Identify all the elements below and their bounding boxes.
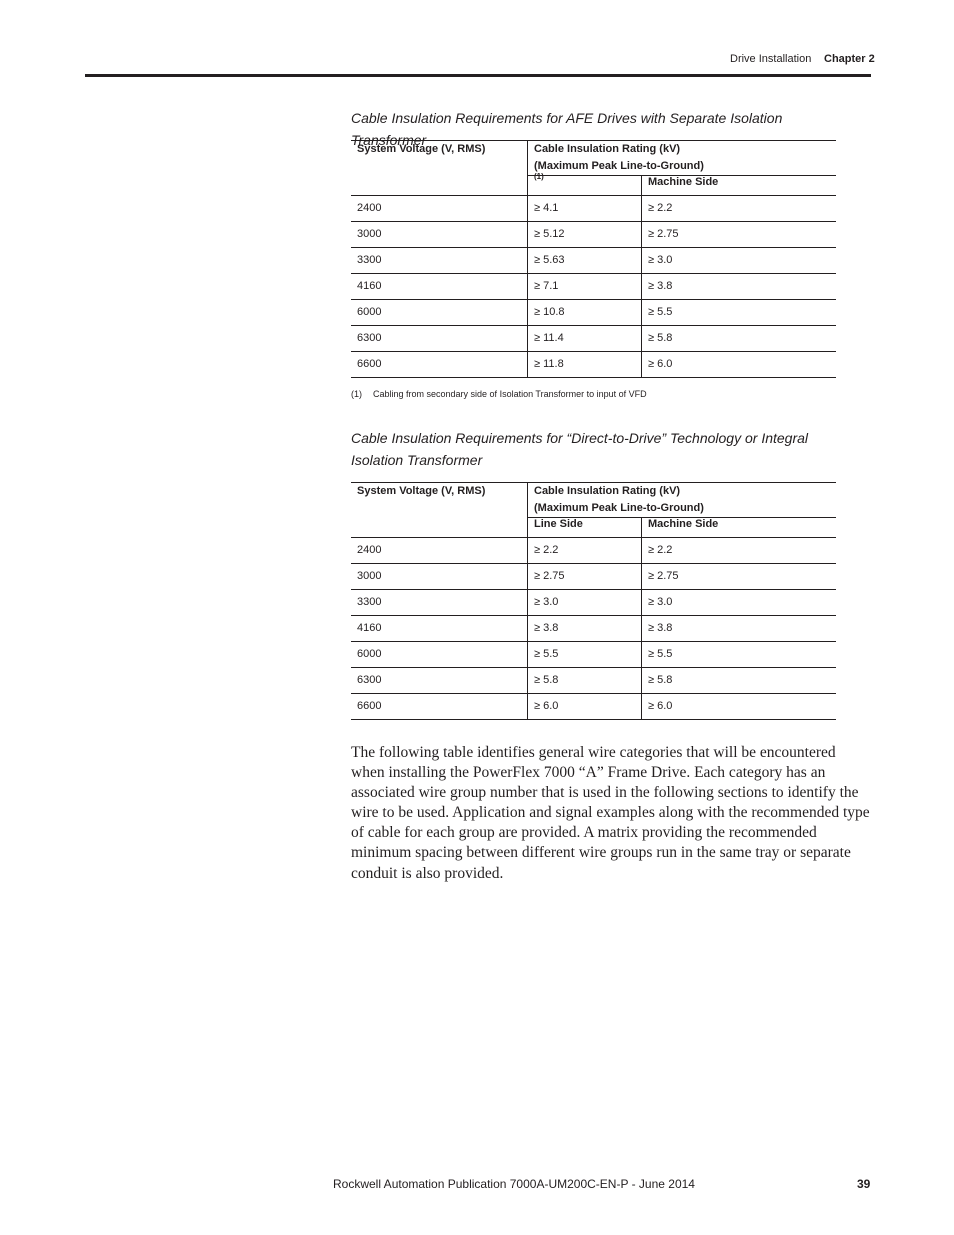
- cell-voltage: 3000: [351, 564, 528, 590]
- table-row: [351, 616, 836, 642]
- header-rule: [85, 74, 871, 77]
- cell-left: ≥ 11.4: [528, 326, 642, 352]
- table1-header-rating: [528, 141, 837, 176]
- cell-right: ≥ 5.5: [642, 300, 837, 326]
- cell-left: ≥ 5.12: [528, 222, 642, 248]
- cell-voltage: 3300: [351, 248, 528, 274]
- cell-voltage: 4160: [351, 274, 528, 300]
- cell-left: ≥ 7.1: [528, 274, 642, 300]
- table2-header-rating-line2: (Maximum Peak Line-to-Ground): [534, 502, 704, 514]
- cell-voltage: 6300: [351, 668, 528, 694]
- table1-subheader-left: [528, 172, 642, 196]
- cell-right: ≥ 6.0: [642, 352, 837, 378]
- table2-header-rating: [528, 483, 837, 518]
- body-paragraph: The following table identifies general wire categories that will be encountered when installing the PowerFlex 7000 “A” Frame Drive. Each category has an associated wire group number that is used in the following sections to identify the wire to be used. Application and signal examples along with the recommended type of cable for each group are provided. A matrix providing the recommended minimum spacing between different wire groups run in the same tray or separate conduit is also provided.: [351, 744, 870, 882]
- table2-header-voltage: System Voltage (V, RMS): [351, 483, 528, 538]
- cell-right: ≥ 3.8: [642, 274, 837, 300]
- cell-left: ≥ 3.0: [528, 590, 642, 616]
- cell-right: ≥ 2.75: [642, 564, 837, 590]
- footnote-number: (1): [351, 389, 362, 399]
- page-number: 39: [857, 1177, 871, 1191]
- table1-header-rating-line1: Cable Insulation Rating (kV): [534, 143, 681, 155]
- cell-right: ≥ 5.5: [642, 642, 837, 668]
- cell-voltage: 4160: [351, 616, 528, 642]
- cell-left: ≥ 5.8: [528, 668, 642, 694]
- cell-left: ≥ 11.8: [528, 352, 642, 378]
- cell-voltage: 6600: [351, 694, 528, 720]
- cell-left: ≥ 2.75: [528, 564, 642, 590]
- cell-voltage: 2400: [351, 196, 528, 222]
- cell-voltage: 3000: [351, 222, 528, 248]
- cell-left: ≥ 2.2: [528, 538, 642, 564]
- cell-voltage: 3300: [351, 590, 528, 616]
- table2-header-rating-line1: Cable Insulation Rating (kV): [534, 485, 681, 497]
- table-row: [351, 196, 836, 222]
- cell-right: ≥ 6.0: [642, 694, 837, 720]
- cell-voltage: 6000: [351, 642, 528, 668]
- cell-right: ≥ 2.75: [642, 222, 837, 248]
- table2-subheader-machine-side: Machine Side: [642, 518, 837, 538]
- cell-voltage: 2400: [351, 538, 528, 564]
- cell-right: ≥ 3.0: [642, 590, 837, 616]
- table2: [351, 482, 836, 720]
- cell-voltage: 6000: [351, 300, 528, 326]
- table-row: [351, 564, 836, 590]
- cell-right: ≥ 2.2: [642, 538, 837, 564]
- cell-right: ≥ 3.8: [642, 616, 837, 642]
- table-row: [351, 248, 836, 274]
- table2-subheader-line-side: Line Side: [528, 518, 642, 538]
- cell-left: ≥ 6.0: [528, 694, 642, 720]
- cell-voltage: 6600: [351, 352, 528, 378]
- table-row: [351, 590, 836, 616]
- footnote-ref: (1): [534, 172, 544, 181]
- cell-left: ≥ 10.8: [528, 300, 642, 326]
- table-row: [351, 300, 836, 326]
- table-row: [351, 274, 836, 300]
- table-row: [351, 352, 836, 378]
- cell-left: ≥ 4.1: [528, 196, 642, 222]
- table-row: [351, 538, 836, 564]
- footnote-text: Cabling from secondary side of Isolation Transformer to input of VFD: [373, 389, 647, 399]
- cell-voltage: 6300: [351, 326, 528, 352]
- cell-right: ≥ 3.0: [642, 248, 837, 274]
- table-row: [351, 222, 836, 248]
- footer-publication: Rockwell Automation Publication 7000A-UM200C-EN-P - June 2014: [333, 1177, 695, 1191]
- table-row: [351, 668, 836, 694]
- cell-left: ≥ 5.63: [528, 248, 642, 274]
- cell-right: ≥ 5.8: [642, 668, 837, 694]
- cell-left: ≥ 3.8: [528, 616, 642, 642]
- table-row: [351, 694, 836, 720]
- table-row: [351, 642, 836, 668]
- cell-right: ≥ 2.2: [642, 196, 837, 222]
- cell-left: ≥ 5.5: [528, 642, 642, 668]
- running-header-section: Drive Installation: [730, 53, 812, 65]
- table1-header-voltage: System Voltage (V, RMS): [351, 141, 528, 196]
- table1-header-rating-line2: (Maximum Peak Line-to-Ground): [534, 160, 704, 172]
- table1-subheader-machine-side: Machine Side: [642, 176, 837, 196]
- table2-title: Cable Insulation Requirements for “Direct-to-Drive” Technology or Integral Isolation Transformer: [351, 430, 809, 468]
- table1-footnote: [351, 389, 647, 399]
- table-row: [351, 326, 836, 352]
- table1: [351, 140, 836, 378]
- table1-title: Cable Insulation Requirements for AFE Drives with Separate Isolation Transformer: [351, 110, 783, 148]
- cell-right: ≥ 5.8: [642, 326, 837, 352]
- running-header-chapter: Chapter 2: [824, 53, 875, 65]
